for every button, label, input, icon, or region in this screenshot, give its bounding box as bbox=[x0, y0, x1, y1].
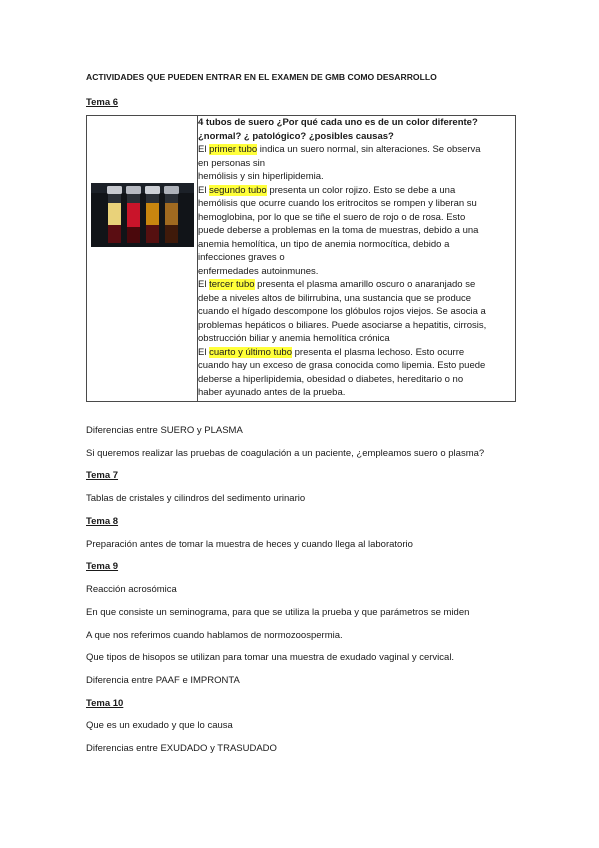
tube-1 bbox=[107, 186, 122, 243]
tube-2-line-2: hemólisis que ocurre cuando los eritrocitos se rompen y liberan su bbox=[198, 198, 477, 209]
tube-3-serum bbox=[146, 203, 159, 225]
tube-4-serum bbox=[165, 203, 178, 225]
tube-3-line-4: problemas hepáticos o biliares. Puede asociarse a hepatitis, cirrosis, bbox=[198, 319, 487, 331]
tube-2-cap bbox=[126, 186, 141, 194]
coagulation-question: Si queremos realizar las pruebas de coagulación a un paciente, ¿empleamos suero o plasma? bbox=[86, 448, 485, 459]
tube-1-line-2: en personas sin bbox=[198, 157, 266, 169]
answer-cell bbox=[198, 116, 516, 402]
tube-2-line-4: puede deberse a problemas en la toma de muestras, debido a una bbox=[198, 225, 479, 236]
tube-4-line-2: cuando hay un exceso de grasa conocida como lipemia. Esto puede bbox=[198, 360, 486, 371]
serum-tubes-photo bbox=[91, 183, 194, 247]
tube-2-highlight: segundo tubo bbox=[209, 184, 267, 196]
tema-10-title: Tema 10 bbox=[86, 698, 124, 709]
question-line-2: ¿normal? ¿ patológico? ¿posibles causas? bbox=[198, 130, 394, 142]
tube-1-prefix: El bbox=[198, 144, 210, 155]
tube-3 bbox=[145, 186, 160, 243]
tube-2-text-1: presenta un color rojizo. Esto se debe a una bbox=[266, 184, 456, 196]
tube-2 bbox=[126, 186, 141, 243]
tube-3-prefix: El bbox=[198, 279, 210, 290]
tema-9-item-2: En que consiste un seminograma, para que se utiliza la prueba y que parámetros se miden bbox=[86, 607, 470, 618]
tema-9-item-4: Que tipos de hisopos se utilizan para tomar una muestra de exudado vaginal y cervical. bbox=[86, 652, 455, 663]
tube-1-text-1: indica un suero normal, sin alteraciones. Se observa bbox=[257, 144, 481, 155]
tube-3-line-5: obstrucción biliar y anemia hemolítica crónica bbox=[198, 333, 390, 344]
question-table bbox=[86, 115, 516, 402]
tema-9-item-1: Reacción acrosómica bbox=[86, 584, 177, 595]
tube-3-line-2: debe a niveles altos de bilirrubina, una sustancia que se produce bbox=[198, 292, 472, 304]
suero-plasma-question: Diferencias entre SUERO y PLASMA bbox=[86, 425, 243, 436]
tube-4-highlight: cuarto y último tubo bbox=[209, 346, 292, 358]
tube-3-cap bbox=[145, 186, 160, 194]
tema-9-item-3: A que nos referimos cuando hablamos de normozoospermia. bbox=[86, 630, 343, 641]
tube-3-text-1: presenta el plasma amarillo oscuro o anaranjado se bbox=[254, 279, 476, 290]
tube-1-line-3: hemólisis y sin hiperlipidemia. bbox=[198, 171, 324, 182]
tube-1-cap bbox=[107, 186, 122, 194]
page-heading: ACTIVIDADES QUE PUEDEN ENTRAR EN EL EXAMEN DE GMB COMO DESARROLLO bbox=[86, 72, 437, 82]
tema-7-title: Tema 7 bbox=[86, 470, 119, 481]
question-line-1: 4 tubos de suero ¿Por qué cada uno es de un color diferente? bbox=[198, 117, 478, 128]
tube-4-text-1: presenta el plasma lechoso. Esto ocurre bbox=[292, 346, 465, 358]
tube-2-line-5: anemia hemolítica, un tipo de anemia normocítica, debido a bbox=[198, 238, 450, 250]
tema-7-item-1: Tablas de cristales y cilindros del sedimento urinario bbox=[86, 493, 306, 504]
tema-10-item-1: Que es un exudado y que lo causa bbox=[86, 720, 233, 731]
tema-8-item-1: Preparación antes de tomar la muestra de heces y cuando llega al laboratorio bbox=[86, 539, 413, 550]
tema-6-title: Tema 6 bbox=[86, 97, 119, 108]
tube-3-highlight: tercer tubo bbox=[209, 279, 255, 290]
tube-1-highlight: primer tubo bbox=[209, 144, 258, 155]
tube-2-prefix: El bbox=[198, 184, 210, 196]
tema-8-title: Tema 8 bbox=[86, 516, 119, 527]
tube-2-serum bbox=[127, 203, 140, 227]
tube-2-line-1 bbox=[198, 184, 515, 198]
tube-1-line-1 bbox=[198, 143, 515, 157]
tube-4 bbox=[164, 186, 179, 243]
tube-1-serum bbox=[108, 203, 121, 225]
tube-2-line-7: enfermedades autoinmunes. bbox=[198, 265, 319, 277]
tema-9-title: Tema 9 bbox=[86, 561, 119, 572]
tube-4-line-3: deberse a hiperlipidemia, obesidad o diabetes, hereditario o no bbox=[198, 373, 464, 385]
tube-4-cap bbox=[164, 186, 179, 194]
tube-3-line-1 bbox=[198, 278, 515, 292]
tube-4-line-1 bbox=[198, 346, 515, 360]
tema-9-item-5: Diferencia entre PAAF e IMPRONTA bbox=[86, 675, 240, 686]
image-cell bbox=[87, 116, 198, 402]
tema-10-item-2: Diferencias entre EXUDADO y TRASUDADO bbox=[86, 743, 277, 754]
tube-2-line-3: hemoglobina, por lo que se tiñe el suero de rojo o de rosa. Esto bbox=[198, 211, 466, 223]
tube-4-prefix: El bbox=[198, 346, 210, 358]
tube-4-line-4: haber ayunado antes de la prueba. bbox=[198, 387, 346, 398]
tube-2-line-6: infecciones graves o bbox=[198, 252, 285, 263]
tube-3-line-3: cuando el hígado descompone los glóbulos rojos viejos. Se asocia a bbox=[198, 306, 486, 317]
